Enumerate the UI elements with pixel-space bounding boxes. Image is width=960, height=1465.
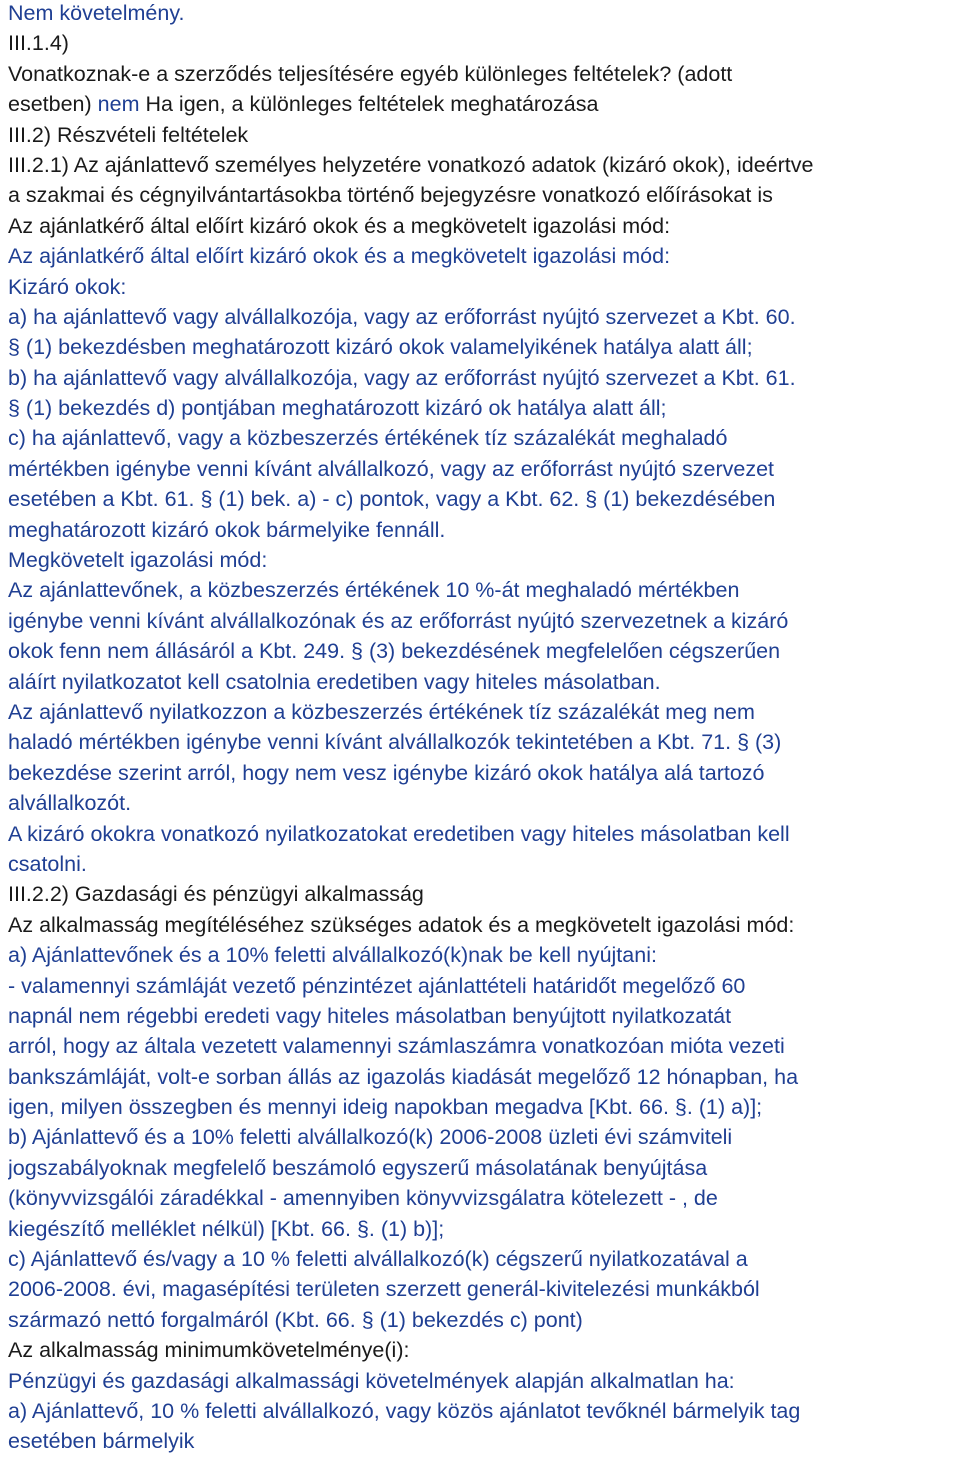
text-line [8, 1426, 952, 1456]
text-line [8, 120, 952, 150]
text-segment: esetében bármelyik [8, 1429, 195, 1454]
text-segment: okok fenn nem állásáról a Kbt. 249. § (3) bekezdésének megfelelően cégszerűen [8, 639, 781, 664]
text-segment: b) ha ajánlattevő vagy alvállalkozója, vagy az erőforrást nyújtó szervezet a Kbt. 61. [8, 365, 796, 390]
text-line [8, 1001, 952, 1031]
text-segment: III.2.2) Gazdasági és pénzügyi alkalmasság [8, 882, 424, 907]
text-line [8, 1396, 952, 1426]
text-line [8, 59, 952, 89]
text-segment: mértékben igénybe venni kívánt alvállalkozó, vagy az erőforrást nyújtó szervezet [8, 456, 775, 481]
text-segment: III.2) Részvételi feltételek [8, 122, 249, 147]
text-segment: Az alkalmasság megítéléséhez szükséges adatok és a megkövetelt igazolási mód: [8, 912, 795, 937]
text-segment: (könyvvizsgálói záradékkal - amennyiben könyvvizsgálatra kötelezett - , de [8, 1186, 718, 1211]
text-segment: esetben) [8, 92, 98, 117]
text-line [8, 454, 952, 484]
text-segment: meghatározott kizáró okok bármelyike fennáll. [8, 517, 446, 542]
text-line [8, 1122, 952, 1152]
text-line [8, 1092, 952, 1122]
text-line [8, 423, 952, 453]
text-line [8, 971, 952, 1001]
text-segment: c) ha ajánlattevő, vagy a közbeszerzés értékének tíz százalékát meghaladó [8, 426, 728, 451]
text-segment: kiegészítő melléklet nélkül) [Kbt. 66. §. (1) b)]; [8, 1216, 445, 1241]
text-segment: 2006-2008. évi, magasépítési területen szerzett generál-kivitelezési munkákból [8, 1277, 760, 1302]
text-segment: III.1.4) [8, 31, 69, 56]
text-segment: Az ajánlattevő nyilatkozzon a közbeszerzés értékének tíz százalékát meg nem [8, 699, 755, 724]
text-segment: nem [97, 92, 140, 117]
text-line [8, 1366, 952, 1396]
text-line [8, 515, 952, 545]
text-line [8, 180, 952, 210]
text-segment: Pénzügyi és gazdasági alkalmassági követelmények alapján alkalmatlan ha: [8, 1368, 735, 1393]
text-segment: Az ajánlatkérő által előírt kizáró okok és a megkövetelt igazolási mód: [8, 213, 671, 238]
text-line [8, 940, 952, 970]
text-line [8, 1214, 952, 1244]
text-segment: jogszabályoknak megfelelő beszámoló egyszerű másolatának benyújtása [8, 1155, 708, 1180]
text-line [8, 879, 952, 909]
text-segment: bekezdése szerint arról, hogy nem vesz igénybe kizáró okok hatálya alá tartozó [8, 760, 765, 785]
text-line [8, 1305, 952, 1335]
text-segment: Nem követelmény. [8, 1, 185, 25]
text-line [8, 1244, 952, 1274]
text-line [8, 1153, 952, 1183]
text-segment: III.2.1) Az ajánlattevő személyes helyzetére vonatkozó adatok (kizáró okok), ideértve [8, 152, 814, 177]
text-segment: Kizáró okok: [8, 274, 127, 299]
text-segment: § (1) bekezdés d) pontjában meghatározott kizáró ok hatálya alatt áll; [8, 396, 667, 421]
text-segment: származó nettó forgalmáról (Kbt. 66. § (1) bekezdés c) pont) [8, 1307, 583, 1332]
text-line [8, 150, 952, 180]
text-line [8, 28, 952, 58]
text-segment: a) ha ajánlattevő vagy alvállalkozója, vagy az erőforrást nyújtó szervezet a Kbt. 60. [8, 304, 796, 329]
text-segment: arról, hogy az általa vezetett valamennyi számlaszámra vonatkozóan mióta vezeti [8, 1034, 785, 1059]
text-segment: Vonatkoznak-e a szerződés teljesítésére egyéb különleges feltételek? (adott [8, 61, 733, 86]
text-line [8, 1183, 952, 1213]
text-line [8, 89, 952, 119]
text-segment: alvállalkozót. [8, 791, 132, 816]
text-line [8, 606, 952, 636]
text-segment: Ha igen, a különleges feltételek meghatározása [139, 92, 599, 117]
text-line [8, 849, 952, 879]
text-line [8, 484, 952, 514]
text-segment: § (1) bekezdésben meghatározott kizáró okok valamelyikének hatálya alatt áll; [8, 335, 753, 360]
text-segment: haladó mértékben igénybe venni kívánt alvállalkozók tekintetében a Kbt. 71. § (3) [8, 730, 782, 755]
text-line [8, 332, 952, 362]
text-line [8, 575, 952, 605]
text-line [8, 1274, 952, 1304]
text-segment: Az ajánlattevőnek, a közbeszerzés értékének 10 %-át meghaladó mértékben [8, 578, 740, 603]
text-line [8, 211, 952, 241]
text-segment: aláírt nyilatkozatot kell csatolnia eredetiben vagy hiteles másolatban. [8, 669, 661, 694]
text-line [8, 363, 952, 393]
text-segment: igen, milyen összegben és mennyi ideig napokban megadva [Kbt. 66. §. (1) a)]; [8, 1095, 763, 1120]
text-line [8, 788, 952, 818]
text-segment: Az alkalmasság minimumkövetelménye(i): [8, 1338, 410, 1363]
text-line [8, 1031, 952, 1061]
text-segment: igénybe venni kívánt alvállalkozónak és az erőforrást nyújtó szervezetnek a kizáró [8, 608, 789, 633]
text-segment: napnál nem régebbi eredeti vagy hiteles másolatban benyújtott nyilatkozatát [8, 1003, 732, 1028]
text-line [8, 727, 952, 757]
text-line [8, 393, 952, 423]
text-line [8, 636, 952, 666]
text-line [8, 1062, 952, 1092]
text-segment: Megkövetelt igazolási mód: [8, 548, 268, 573]
text-line [8, 545, 952, 575]
text-line [8, 910, 952, 940]
text-segment: A kizáró okokra vonatkozó nyilatkozatokat eredetiben vagy hiteles másolatban kell [8, 821, 790, 846]
text-line [8, 1335, 952, 1365]
text-line [8, 758, 952, 788]
text-line [8, 0, 952, 28]
text-line [8, 241, 952, 271]
text-segment: bankszámláját, volt-e sorban állás az igazolás kiadását megelőző 12 hónapban, ha [8, 1064, 799, 1089]
text-segment: Az ajánlatkérő által előírt kizáró okok és a megkövetelt igazolási mód: [8, 244, 671, 269]
text-line [8, 667, 952, 697]
text-segment: esetében a Kbt. 61. § (1) bek. a) - c) pontok, vagy a Kbt. 62. § (1) bekezdésében [8, 487, 776, 512]
text-line [8, 272, 952, 302]
text-segment: a) Ajánlattevőnek és a 10% feletti alvállalkozó(k)nak be kell nyújtani: [8, 943, 657, 968]
text-segment: - valamennyi számláját vezető pénzintézet ajánlattételi határidőt megelőző 60 [8, 973, 746, 998]
text-line [8, 697, 952, 727]
text-segment: a szakmai és cégnyilvántartásokba történő bejegyzésre vonatkozó előírásokat is [8, 183, 773, 208]
text-segment: b) Ajánlattevő és a 10% feletti alvállalkozó(k) 2006-2008 üzleti évi számviteli [8, 1125, 733, 1150]
text-segment: a) Ajánlattevő, 10 % feletti alvállalkozó, vagy közös ajánlatot tevőknél bármelyik tag [8, 1398, 801, 1423]
text-line [8, 302, 952, 332]
text-segment: c) Ajánlattevő és/vagy a 10 % feletti alvállalkozó(k) cégszerű nyilatkozatával a [8, 1247, 748, 1272]
text-line [8, 819, 952, 849]
text-segment: csatolni. [8, 851, 87, 876]
